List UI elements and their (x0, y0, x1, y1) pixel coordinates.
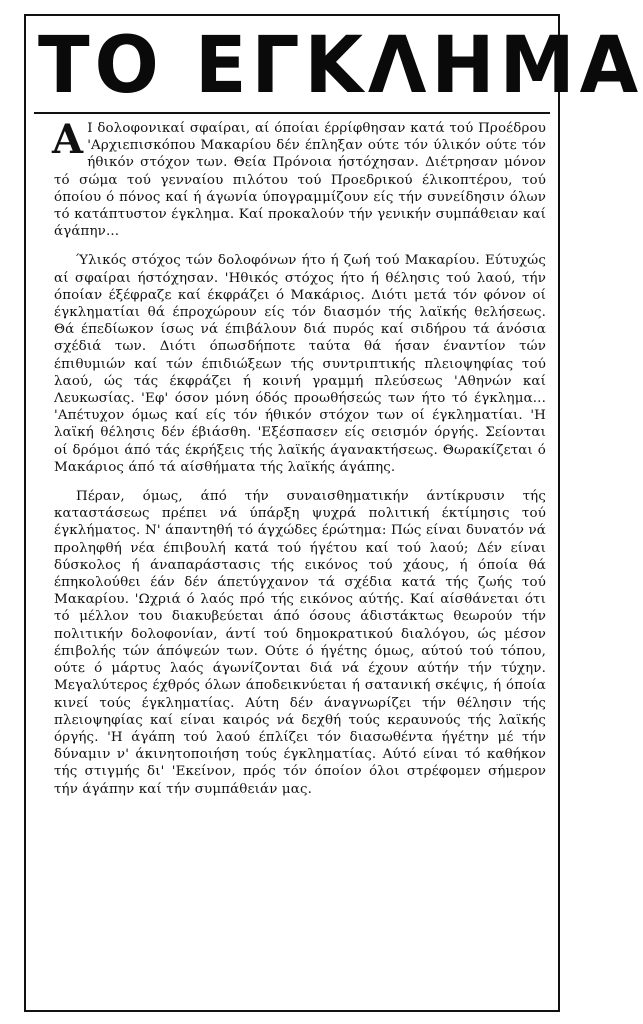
paragraph-2: Ύλικός στόχος τών δολοφόνων ήτο ή ζωή τού Μακαρίου. Εύτυχώς αί σφαίραι ήστόχησαν. 'Ηθικός στόχος ήτο ή θέλησις τού λαού, τήν όποίαν έξέφραζε καί έκφράζει ό Μακάριος. Διότι μετά τόν φόνον οί έγκληματίαι θά έπροχώρουν είς τόν διασμόν τής λαϊκής θελήσεως. Θά έπεδίωκον ίσως νά έπιβάλουν διά πυρός καί σιδήρου τά άνόσια σχέδιά των. Διότι όπωσδήποτε ταύτα θά ήσαν έναντίον τών έπιθυμιών καί τών έπιδιώξεων τής συντριπτικής πλειοψηφίας τού λαού, ώς τάς έκφράζει ή κοινή γραμμή πλεύσεως 'Αθηνών καί Λευκωσίας. 'Εφ' όσον μόνη όδός προωθήσεώς των ήτο τό έγκλημα... 'Απέτυχον όμως καί είς τόν ήθικόν στόχον των οί έγκληματίαι. 'Η λαϊκή θέλησις δέν έβιάσθη. 'Εξέσπασεν είς σεισμόν όργής. Σείονται οί δρόμοι άπό τάς έκρήξεις τής λαϊκής άγανακτήσεως. Θωρακίζεται ό Μακάριος άπό τά αίσθήματα τής λαϊκής άγάπης. (54, 253, 546, 475)
article-title: ΤΟ ΕΓΚΛΗΜΑ (38, 21, 643, 111)
paragraph-1 (52, 116, 546, 240)
paragraph-3: Πέραν, όμως, άπό τήν συναισθηματικήν άντίκρυσιν τής καταστάσεως πρέπει νά ύπάρξη ψυχρά πολιτική έκτίμησις τού έγκλήματος. Ν' άπαντηθή τό άγχώδες έρώτημα: Πώς είναι δυνατόν νά προληφθή νέα έπιβουλή κατά τού ήγέτου καί τού λαού; Δέν είναι δύσκολος ή άναπαράστασις τής εικόνος τού χάους, ή όποία θά έπηκολούθει έάν δέν άπετύγχανον τά σχέδια κατά τής ζωής τού Μακαρίου. 'Ωχριά ό λαός πρό τής εικόνος αύτής. Καί αίσθάνεται ότι τό μέλλον του διακυβεύεται άπό όσους άδιστάκτως θεωρούν τήν πολιτικήν δολοφονίαν, άντί τού δημοκρατικού διαλόγου, ώς μέσον έπιβολής τών άπόψεών των. Ούτε ό ήγέτης όμως, αύτού τού τόπου, ούτε ό μάρτυς λαός άγωνίζονται διά νά έχουν αύτήν τήν τύχην. Μεγαλύτερος έχθρός όλων άποδεικνύεται ή σατανική σκέψις, ή όποία κινεί τούς έγκληματίας. Αύτη δέν άναγνωρίζει τήν θέλησιν τής πλειοψηφίας καί είναι καιρός νά δεχθή τούς κεραυνούς τής λαϊκής όργής. 'Η άγάπη τού λαού έπλίζει τόν διασωθέντα ήγέτην μέ τήν δύναμιν ν' άκινητοποιήση τούς έγκληματίας. Αύτό είναι τό καθήκον τής στιγμής δι' 'Εκείνον, πρός τόν όποίον όλοι στρέφομεν σήμερον τήν άγάπην καί τήν συμπάθειάν μας. (54, 489, 546, 797)
article-frame (24, 14, 643, 1012)
paragraph-1-text: Ι δολοφονικαί σφαίραι, αί όποίαι έρρίφθησαν κατά τού Προέδρου 'Αρχιεπισκόπου Μακαρίου δέν έπληξαν ούτε τόν ύλικόν ούτε τόν ήθικόν στόχον των. Θεία Πρόνοια ήστόχησαν. Διέτρησαν μόνον τό σώμα τού γενναίου πιλότου τού Προεδρικού έλικοπτέρου, τού όποίου ό πόνος καί ή άγωνία ύπογραμμίζουν είς τήν συνείδησιν όλων τό κατάπτυστον έγκλημα. Καί προκαλούν τήν γενικήν συμπάθειαν καί άγάπην... (54, 121, 546, 240)
article-body (52, 116, 546, 1002)
drop-cap: Α (52, 116, 84, 163)
title-divider (34, 112, 550, 114)
